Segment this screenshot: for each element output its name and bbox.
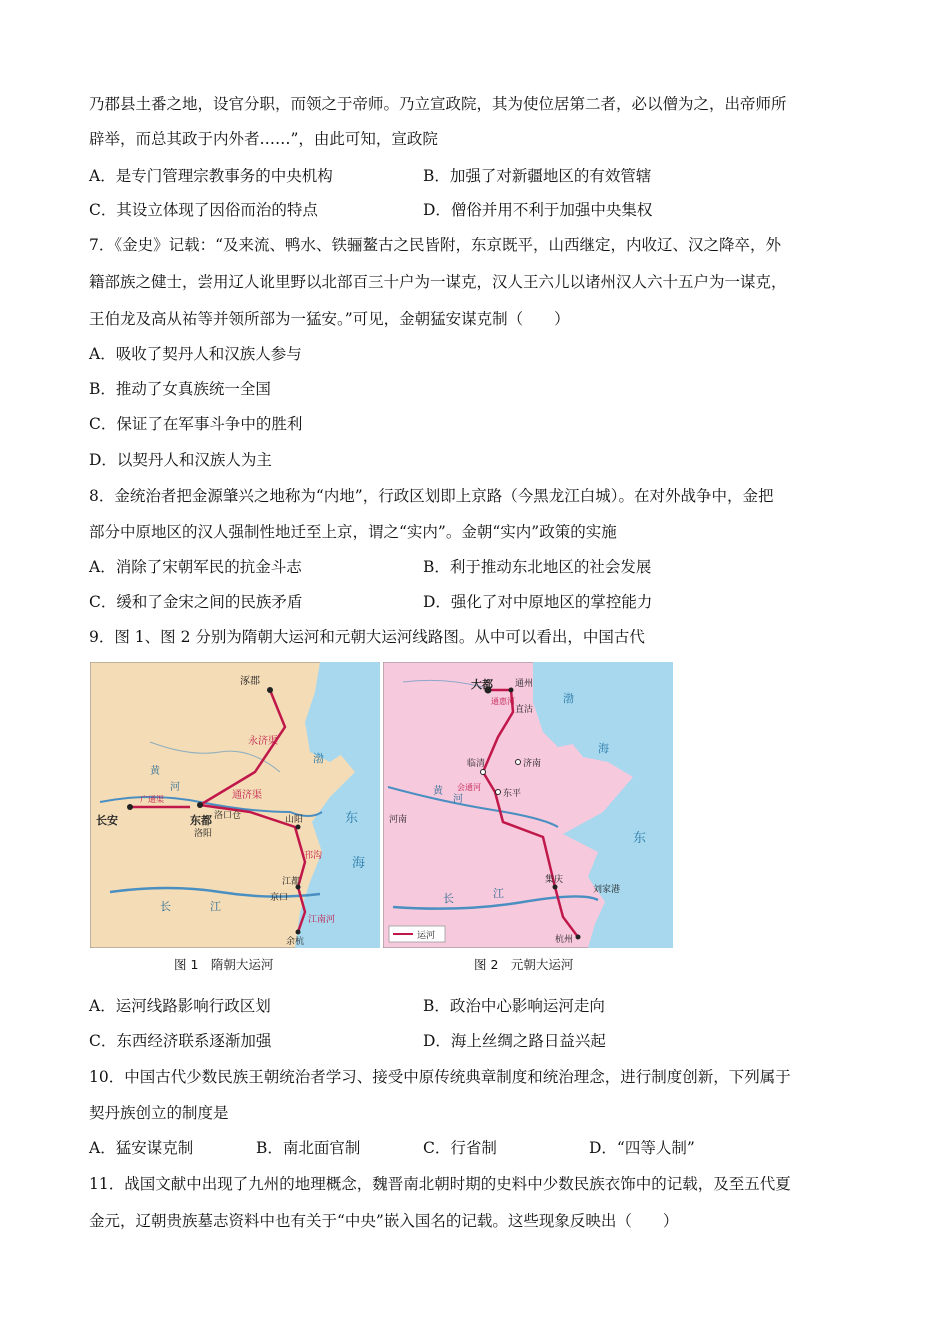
q9-option-a[interactable]: A．运河线路影响行政区划 [89, 997, 271, 1015]
map2-label-liujiagang: 刘家港 [593, 885, 621, 895]
q7-option-a[interactable]: A．吸收了契丹人和汉族人参与 [89, 345, 302, 363]
q10-option-c[interactable]: C．行省制 [423, 1139, 497, 1157]
q9-option-d[interactable]: D．海上丝绸之路日益兴起 [423, 1032, 606, 1050]
map1-label-jiangdu: 江都 [282, 877, 301, 887]
map1-label-chang: 长 [160, 900, 171, 913]
map2-label-jiang: 江 [493, 887, 504, 900]
q6-line-1: 乃郡县土番之地，设官分职，而领之于帝师。乃立宣政院，其为使位居第二者，必以僧为之，出帝师所 [89, 95, 787, 113]
map1-caption: 图 1 隋朝大运河 [174, 957, 274, 972]
q9-option-b[interactable]: B．政治中心影响运河走向 [423, 997, 605, 1015]
map2-label-tonghui: 通惠河 [491, 697, 515, 706]
map1-label-jiangnan: 江南河 [308, 915, 336, 925]
q7-line-2: 籍部族之健士，尝用辽人讹里野以北部百三十户为一谋克，汉人王六儿以诸州汉人六十五户为一谋克， [89, 273, 787, 291]
map1-label-shanyang: 山阳 [285, 815, 304, 825]
q8-option-a[interactable]: A．消除了宋朝军民的抗金斗志 [89, 558, 302, 576]
map2-caption: 图 2 元朝大运河 [474, 957, 574, 972]
map1-label-sea: 海 [352, 856, 366, 871]
map2-label-dong: 东 [633, 831, 647, 846]
map2-label-dadu: 大都 [471, 678, 493, 691]
map2-linqing-dot [481, 770, 486, 775]
map2-label-henan: 河南 [389, 815, 408, 825]
map2-label-jinan: 济南 [523, 759, 542, 769]
map1-dongdu-dot [197, 802, 203, 808]
q8-line-2: 部分中原地区的汉人强制性地迁至上京，谓之“实内”。金朝“实内”政策的实施 [89, 523, 617, 541]
map1-changan-dot [127, 804, 133, 810]
q7-option-c[interactable]: C．保证了在军事斗争中的胜利 [89, 415, 303, 433]
map2-tongzhou-dot [509, 688, 514, 693]
map1-label-luoyang: 洛阳 [194, 829, 213, 839]
map1-label-guangtong: 广通渠 [140, 795, 164, 804]
q7-option-d[interactable]: D．以契丹人和汉族人为主 [89, 451, 272, 469]
q6-line-2: 辟举，而总其政于内外者……”，由此可知，宣政院 [89, 130, 438, 148]
map2-dongping-dot [496, 790, 501, 795]
map2-legend-label: 运河 [417, 931, 436, 941]
map2-label-hangzhou: 杭州 [555, 935, 574, 945]
map2-hangzhou-dot [576, 935, 581, 940]
q6-option-d[interactable]: D．僧俗并用不利于加强中央集权 [423, 201, 653, 219]
map1-label-hanggou: 邗沟 [304, 851, 323, 861]
q7-option-b[interactable]: B．推动了女真族统一全国 [89, 380, 271, 398]
q8-option-b[interactable]: B．利于推动东北地区的社会发展 [423, 558, 652, 576]
q10-line-1: 10．中国古代少数民族王朝统治者学习、接受中原传统典章制度和统治理念，进行制度创新，下列属于 [89, 1068, 791, 1086]
map2-label-huitong: 会通河 [457, 783, 481, 792]
q10-option-d[interactable]: D．“四等人制” [589, 1139, 695, 1157]
map2-label-chang: 长 [443, 892, 454, 905]
q10-line-2: 契丹族创立的制度是 [89, 1104, 229, 1122]
q9-line-1: 9．图 1、图 2 分别为隋朝大运河和元朝大运河线路图。从中可以看出，中国古代 [89, 628, 645, 646]
map2-label-hai: 海 [598, 742, 609, 755]
map2-label-linqing: 临清 [467, 759, 486, 769]
map1-label-yuhang: 余杭 [286, 937, 305, 947]
map2-label-tongzhou: 通州 [515, 679, 534, 689]
map-yuan-grand-canal [383, 662, 673, 948]
map2-label-jiqing: 集庆 [545, 875, 564, 885]
map2-jinan-dot [516, 760, 521, 765]
map1-label-jiang: 江 [210, 900, 221, 913]
q11-line-1: 11．战国文献中出现了九州的地理概念，魏晋南北朝时期的史料中少数民族衣饰中的记载，及至五代夏 [89, 1175, 791, 1193]
map1-label-luokoucang: 洛口仓 [214, 811, 242, 821]
map1-label-he: 河 [170, 782, 180, 793]
map2-label-dongping: 东平 [503, 789, 522, 799]
map2-label-huang: 黄 [433, 786, 443, 797]
q10-option-b[interactable]: B．南北面官制 [256, 1139, 361, 1157]
q10-option-a[interactable]: A．猛安谋克制 [89, 1139, 194, 1157]
map1-label-changan: 长安 [96, 814, 118, 827]
q6-option-c[interactable]: C．其设立体现了因俗而治的特点 [89, 201, 318, 219]
map2-jiqing-dot [553, 885, 558, 890]
map1-label-huang: 黄 [150, 766, 160, 777]
map1-label-dongdu: 东都 [190, 814, 212, 827]
map1-label-zhuojun: 涿郡 [240, 676, 260, 687]
q8-line-1: 8．金统治者把金源肇兴之地称为“内地”，行政区划即上京路（今黑龙江白城）。在对外战争中，金把 [89, 487, 774, 505]
map-sui-grand-canal [90, 662, 380, 948]
q7-line-3: 王伯龙及高从祐等并领所部为一猛安。”可见，金朝猛安谋克制（ ） [89, 310, 570, 328]
map1-yuhang-dot [296, 930, 301, 935]
map1-label-bohai: 渤 [313, 752, 324, 765]
map1-shanyang-dot [296, 825, 301, 830]
q6-option-b[interactable]: B．加强了对新疆地区的有效管辖 [423, 167, 652, 185]
map1-label-tongji: 通济渠 [232, 790, 262, 801]
map2-label-he: 河 [453, 794, 463, 805]
map1-label-yongji: 永济渠 [248, 736, 278, 747]
q8-option-c[interactable]: C．缓和了金宋之间的民族矛盾 [89, 593, 303, 611]
map1-zhuojun-dot [267, 687, 273, 693]
q9-option-c[interactable]: C．东西经济联系逐渐加强 [89, 1032, 272, 1050]
map1-label-east: 东 [345, 811, 359, 826]
q6-option-a[interactable]: A．是专门管理宗教事务的中央机构 [89, 167, 333, 185]
map2-label-zhigu: 直沽 [515, 705, 534, 715]
q8-option-d[interactable]: D．强化了对中原地区的掌控能力 [423, 593, 653, 611]
map2-label-bo: 渤 [563, 692, 574, 705]
map1-label-jingkou: 京口 [270, 893, 289, 903]
q11-line-2: 金元，辽朝贵族墓志资料中也有关于“中央”嵌入国名的记载。这些现象反映出（ ） [89, 1212, 679, 1230]
q7-line-1: 7．《金史》记载：“及来流、鸭水、铁骊鳌古之民皆附，东京既平，山西继定，内收辽、汉之降卒，外 [89, 236, 782, 254]
